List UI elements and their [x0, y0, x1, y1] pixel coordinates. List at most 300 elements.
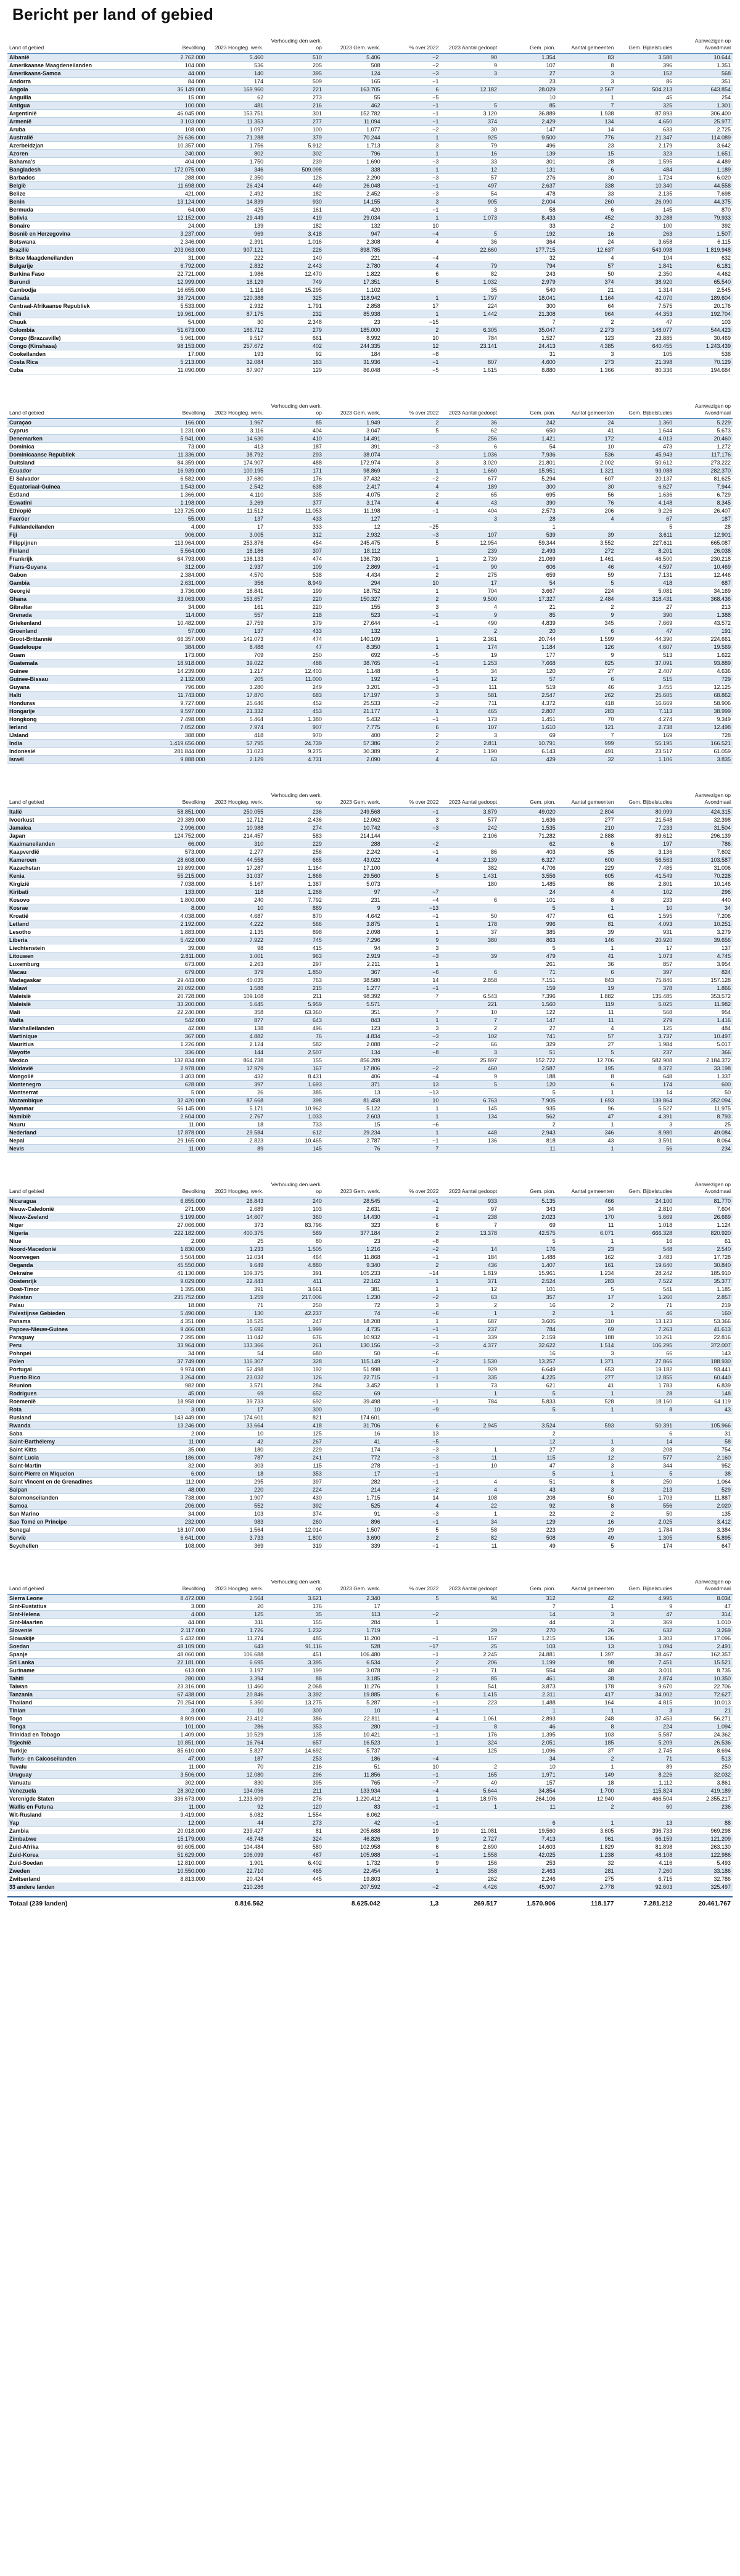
table-cell: 1.073: [615, 952, 674, 960]
column-header: 2023 Hoogteg. werk.: [207, 792, 265, 808]
table-cell: 29.443.000: [149, 976, 207, 985]
table-row: [7, 848, 733, 856]
column-header: 2023 Aantal gedoopt: [440, 38, 499, 54]
table-cell: 491: [557, 748, 616, 756]
table-cell: 454: [265, 539, 324, 547]
table-cell: 2.491: [674, 1643, 733, 1651]
table-cell: 277: [557, 1374, 616, 1382]
table-cell: 22.706: [674, 1683, 733, 1691]
table-cell: 10.357.000: [149, 142, 207, 150]
table-cell: 50: [674, 1089, 733, 1097]
table-cell: 20: [207, 1603, 265, 1611]
table-cell: 1.226.000: [149, 1041, 207, 1049]
table-cell: 1.488: [499, 1253, 557, 1261]
table-row: [7, 286, 733, 294]
country-name: Ghana: [7, 595, 149, 603]
table-cell: 23.517: [615, 748, 674, 756]
country-name: Nieuw-Zeeland: [7, 1213, 149, 1221]
table-cell: 4.000: [149, 1611, 207, 1619]
table-cell: 2.000: [149, 1237, 207, 1245]
table-cell: 4: [557, 254, 616, 262]
table-cell: 11.094: [324, 118, 382, 126]
table-cell: 214.457: [207, 832, 265, 840]
table-cell: 58: [440, 1526, 499, 1534]
table-cell: 3.403.000: [149, 1073, 207, 1081]
table-cell: 64.000: [149, 206, 207, 214]
table-row: [7, 587, 733, 595]
table-cell: 7.395.000: [149, 1334, 207, 1342]
table-cell: 5.135: [499, 1197, 557, 1205]
table-cell: 189.604: [674, 294, 733, 302]
table-cell: 69: [324, 1390, 382, 1398]
table-cell: 34: [499, 1755, 557, 1763]
table-cell: 680: [265, 1350, 324, 1358]
table-row: [7, 62, 733, 70]
table-cell: 28: [499, 515, 557, 523]
table-cell: 2: [382, 1659, 441, 1667]
table-cell: 12: [499, 1438, 557, 1446]
table-cell: 1.530: [440, 1358, 499, 1366]
table-cell: 5.959: [265, 1001, 324, 1009]
table-cell: 338: [324, 166, 382, 174]
table-cell: 10.497: [674, 1033, 733, 1041]
table-cell: 223: [440, 1699, 499, 1707]
table-cell: 2.823: [207, 1137, 265, 1145]
table-cell: 296.139: [674, 832, 733, 840]
table-cell: 704: [440, 587, 499, 595]
table-cell: 336.000: [149, 1049, 207, 1057]
table-cell: 10: [557, 443, 616, 451]
table-cell: 461: [499, 1675, 557, 1683]
country-name: Saipan: [7, 1486, 149, 1494]
table-cell: 161: [207, 603, 265, 611]
table-cell: 5.073: [324, 880, 382, 888]
table-cell: 351: [674, 78, 733, 86]
table-cell: 42: [207, 1438, 265, 1446]
table-cell: 1: [557, 1438, 616, 1446]
table-cell: 54.000: [149, 318, 207, 326]
table-cell: 6.071: [557, 1229, 616, 1237]
table-cell: 7.233: [615, 824, 674, 832]
table-cell: 92: [207, 1803, 265, 1811]
table-cell: 210.286: [207, 1883, 265, 1891]
table-cell: 1.791: [265, 302, 324, 310]
table-cell: 2.937: [207, 563, 265, 571]
table-cell: 2.020: [674, 1502, 733, 1510]
table-cell: 32.420.000: [149, 1097, 207, 1105]
table-cell: 222: [207, 254, 265, 262]
table-cell: 8.433: [499, 214, 557, 222]
table-cell: 28.843: [207, 1197, 265, 1205]
column-header: Aanwezigen op Avondmaal: [674, 1579, 733, 1595]
table-cell: 46.045.000: [149, 110, 207, 118]
table-cell: 5.961.000: [149, 334, 207, 342]
table-cell: −1: [382, 1771, 441, 1779]
table-cell: −1: [382, 1803, 441, 1811]
table-cell: 29.560: [324, 872, 382, 880]
table-cell: 185: [557, 1739, 616, 1747]
table-row: [7, 627, 733, 635]
table-cell: 14.430: [324, 1213, 382, 1221]
table-cell: 18.160: [615, 1398, 674, 1406]
table-cell: 676: [265, 1334, 324, 1342]
table-row: [7, 1883, 733, 1891]
table-cell: 260: [265, 1518, 324, 1526]
table-cell: 192: [324, 675, 382, 683]
table-cell: 14.603: [499, 1843, 557, 1851]
table-cell: 174.601: [207, 1414, 265, 1422]
country-name: Guam: [7, 651, 149, 659]
country-name: Armenië: [7, 118, 149, 126]
table-cell: 8.694: [674, 1747, 733, 1755]
table-cell: 216: [265, 102, 324, 110]
table-cell: 22.660: [440, 246, 499, 254]
table-cell: [440, 1414, 499, 1422]
table-cell: 301: [265, 110, 324, 118]
table-cell: 2: [440, 1763, 499, 1771]
country-name: Slovenië: [7, 1627, 149, 1635]
table-row: [7, 1334, 733, 1342]
table-cell: 10: [382, 1097, 441, 1105]
table-cell: 418: [265, 1422, 324, 1430]
table-cell: 417: [557, 1691, 616, 1699]
table-cell: 165: [440, 1771, 499, 1779]
table-cell: 11.081: [440, 1827, 499, 1835]
table-cell: 9: [557, 611, 616, 619]
table-cell: 22.162: [324, 1278, 382, 1286]
table-cell: 275: [557, 1875, 616, 1883]
table-cell: 26.424: [207, 182, 265, 190]
table-row: [7, 246, 733, 254]
table-cell: 4.735: [324, 1326, 382, 1334]
table-cell: 1.588: [207, 985, 265, 993]
table-cell: 929: [440, 1366, 499, 1374]
country-name: Zuid-Korea: [7, 1851, 149, 1859]
table-cell: 6.534: [324, 1659, 382, 1667]
table-cell: 45.000: [149, 1390, 207, 1398]
table-cell: 25: [440, 1643, 499, 1651]
table-cell: 21.801: [499, 459, 557, 467]
table-cell: 1.094: [674, 1723, 733, 1731]
table-cell: 925: [440, 134, 499, 142]
table-row: [7, 427, 733, 435]
table-cell: 67: [615, 515, 674, 523]
table-cell: 3: [557, 1446, 616, 1454]
table-cell: 89: [615, 1763, 674, 1771]
table-cell: 328: [265, 1358, 324, 1366]
table-row: [7, 555, 733, 563]
table-cell: 172.075.000: [149, 166, 207, 174]
table-cell: 178: [440, 920, 499, 928]
table-cell: 215: [265, 985, 324, 993]
table-cell: 162: [557, 1253, 616, 1261]
table-cell: 19: [557, 985, 616, 993]
table-cell: 2.919: [324, 952, 382, 960]
table-cell: 230.218: [674, 555, 733, 563]
table-cell: 397: [207, 1081, 265, 1089]
table-cell: 907.121: [207, 246, 265, 254]
table-row: [7, 278, 733, 286]
table-cell: 42: [324, 1819, 382, 1827]
table-cell: 4.995: [615, 1595, 674, 1603]
table-cell: 7: [440, 1221, 499, 1229]
table-row: [7, 1089, 733, 1097]
table-cell: 6: [499, 1819, 557, 1827]
table-cell: 281: [557, 1867, 616, 1875]
table-cell: 236: [674, 1803, 733, 1811]
table-cell: 31: [499, 350, 557, 358]
country-name: Bosnië en Herzegovina: [7, 230, 149, 238]
table-cell: 47: [615, 318, 674, 326]
table-cell: 11.200: [324, 1635, 382, 1643]
column-header: 2023 Hoogteg. werk.: [207, 403, 265, 419]
table-cell: 8.345: [674, 499, 733, 507]
table-cell: 1.321: [557, 467, 616, 475]
table-cell: 206.000: [149, 1502, 207, 1510]
table-cell: 42: [557, 1595, 616, 1603]
country-name: Hongarije: [7, 708, 149, 716]
table-row: [7, 1229, 733, 1237]
table-cell: 150.327: [324, 595, 382, 603]
table-row: [7, 366, 733, 374]
table-cell: 24.362: [674, 1731, 733, 1739]
table-cell: 155: [324, 603, 382, 611]
table-cell: 1.301: [674, 102, 733, 110]
table-cell: 14: [499, 1611, 557, 1619]
table-cell: 335: [440, 1374, 499, 1382]
table-cell: 14: [557, 126, 616, 134]
table-cell: 199: [265, 1667, 324, 1675]
table-cell: [382, 1414, 441, 1422]
table-cell: 152: [615, 70, 674, 78]
column-header: Land of gebied: [7, 403, 149, 419]
table-cell: 126: [557, 643, 616, 651]
table-cell: [674, 1414, 733, 1422]
table-cell: 302.000: [149, 1779, 207, 1787]
table-cell: 1.395.000: [149, 1286, 207, 1294]
table-cell: −1: [382, 563, 441, 571]
table-cell: 102: [440, 1033, 499, 1041]
table-cell: 540: [499, 286, 557, 294]
table-cell: 657: [265, 1739, 324, 1747]
table-cell: 261: [499, 960, 557, 968]
table-cell: 796: [324, 150, 382, 158]
table-row: [7, 134, 733, 142]
table-cell: 6.715: [615, 1875, 674, 1883]
table-cell: 2.739: [440, 555, 499, 563]
table-cell: 1.366: [557, 366, 616, 374]
table-cell: 51: [499, 1049, 557, 1057]
table-cell: 2.311: [499, 1691, 557, 1699]
table-cell: 1.112: [615, 1779, 674, 1787]
table-cell: 3.736.000: [149, 587, 207, 595]
table-cell: 4.650: [615, 118, 674, 126]
table-cell: 257.672: [207, 342, 265, 350]
table-cell: 47: [615, 1611, 674, 1619]
table-cell: 4: [382, 1715, 441, 1723]
table-cell: 8: [440, 1723, 499, 1731]
table-row: [7, 659, 733, 667]
table-cell: 509.098: [265, 166, 324, 174]
table-cell: 3.571: [207, 1382, 265, 1390]
table-cell: 155: [265, 1619, 324, 1627]
table-cell: 31.504: [674, 824, 733, 832]
table-cell: 600: [557, 856, 616, 864]
table-row: [7, 1137, 733, 1145]
table-row: [7, 936, 733, 944]
table-cell: 13.257: [499, 1358, 557, 1366]
table-cell: 1.106: [615, 756, 674, 764]
table-cell: 2: [382, 491, 441, 499]
column-header: Bevolking: [149, 1579, 207, 1595]
table-cell: 3: [615, 1121, 674, 1129]
table-cell: 9: [382, 1835, 441, 1843]
table-cell: 5: [557, 579, 616, 587]
column-header: Gem. Bijbelstudies: [615, 1181, 674, 1197]
table-cell: 12.712: [207, 816, 265, 824]
table-cell: 56.145.000: [149, 1105, 207, 1113]
table-cell: 3.005: [207, 531, 265, 539]
table-cell: 8.949: [265, 579, 324, 587]
country-name: Equatoriaal-Guinea: [7, 483, 149, 491]
table-cell: 7.668: [499, 659, 557, 667]
table-cell: 27: [499, 1446, 557, 1454]
table-row: [7, 515, 733, 523]
table-cell: 4.607: [615, 643, 674, 651]
table-row: [7, 643, 733, 651]
table-cell: −13: [382, 904, 441, 912]
table-cell: 1.485: [499, 880, 557, 888]
table-cell: 906.000: [149, 531, 207, 539]
table-cell: 11.042: [207, 1334, 265, 1342]
table-cell: 307: [265, 547, 324, 555]
table-row: [7, 1310, 733, 1318]
table-cell: 485: [265, 1635, 324, 1643]
table-cell: 870: [674, 206, 733, 214]
table-cell: 208: [615, 1446, 674, 1454]
table-cell: 44.390: [615, 635, 674, 643]
table-cell: [382, 864, 441, 872]
table-cell: 105: [615, 350, 674, 358]
table-cell: 385: [499, 928, 557, 936]
table-row: [7, 1779, 733, 1787]
table-cell: 2.778: [557, 1883, 616, 1891]
table-cell: 32.032: [674, 1771, 733, 1779]
table-cell: 488: [265, 459, 324, 467]
table-row: [7, 824, 733, 832]
table-cell: 27.866: [615, 1358, 674, 1366]
country-name: Azoren: [7, 150, 149, 158]
table-row: [7, 732, 733, 740]
table-cell: 13.123: [615, 1318, 674, 1326]
table-cell: 898.785: [324, 246, 382, 254]
table-cell: 519: [499, 683, 557, 691]
table-cell: 3: [382, 142, 441, 150]
table-cell: 538: [674, 350, 733, 358]
column-header: % over 2022: [382, 792, 441, 808]
table-cell: 19: [382, 1827, 441, 1835]
table-cell: 301: [499, 158, 557, 166]
table-row: [7, 1478, 733, 1486]
table-cell: 70: [557, 716, 616, 724]
table-cell: 163: [265, 358, 324, 366]
table-cell: 4.489: [674, 158, 733, 166]
table-cell: 152.722: [499, 1057, 557, 1065]
table-cell: 11.198: [324, 507, 382, 515]
table-cell: 28.608.000: [149, 856, 207, 864]
table-cell: 50: [324, 1350, 382, 1358]
table-cell: 3: [557, 1350, 616, 1358]
table-cell: 3.103.000: [149, 118, 207, 126]
country-name: Costa Rica: [7, 358, 149, 366]
table-cell: 692: [324, 651, 382, 659]
table-cell: −17: [382, 1643, 441, 1651]
table-cell: 3: [557, 70, 616, 78]
table-row: [7, 1017, 733, 1025]
country-name: Benin: [7, 198, 149, 206]
table-cell: 2.945: [440, 1422, 499, 1430]
table-row: [7, 1145, 733, 1153]
table-row: [7, 1875, 733, 1883]
table-row: [7, 675, 733, 683]
table-cell: 262: [440, 1875, 499, 1883]
table-cell: 241: [265, 1454, 324, 1462]
table-cell: 49: [499, 1542, 557, 1550]
country-name: Jamaica: [7, 824, 149, 832]
table-cell: 178: [557, 1683, 616, 1691]
table-cell: 4.426: [440, 1883, 499, 1891]
table-cell: 1: [440, 1803, 499, 1811]
table-row: [7, 1494, 733, 1502]
country-name: Kiribati: [7, 888, 149, 896]
table-cell: 1.097: [207, 126, 265, 134]
table-cell: 11.274: [207, 1635, 265, 1643]
table-cell: 81: [265, 1827, 324, 1835]
table-cell: 1.431: [440, 872, 499, 880]
table-cell: 464: [265, 1253, 324, 1261]
table-cell: 1.442: [440, 310, 499, 318]
table-cell: 413: [207, 443, 265, 451]
table-cell: 1.234: [557, 1269, 616, 1278]
table-cell: 396.733: [615, 1827, 674, 1835]
table-row: [7, 1843, 733, 1851]
table-cell: 107: [499, 62, 557, 70]
table-cell: 5.504.000: [149, 1253, 207, 1261]
table-cell: −1: [382, 1470, 441, 1478]
table-cell: 3.303: [615, 1635, 674, 1643]
table-row: [7, 1683, 733, 1691]
table-row: [7, 740, 733, 748]
table-cell: 2.443: [265, 262, 324, 270]
table-cell: 48.109.000: [149, 1643, 207, 1651]
table-cell: 1.253: [440, 659, 499, 667]
table-row: [7, 1763, 733, 1771]
table-cell: 15.000: [149, 94, 207, 102]
table-cell: 3: [382, 603, 441, 611]
table-cell: 85: [440, 1675, 499, 1683]
table-cell: 17: [207, 523, 265, 531]
table-cell: 6: [440, 896, 499, 904]
table-cell: 358: [207, 1009, 265, 1017]
table-cell: 169.960: [207, 86, 265, 94]
table-row: [7, 896, 733, 904]
table-row: [7, 1470, 733, 1478]
table-cell: 1.967: [207, 419, 265, 427]
table-cell: 1: [557, 1145, 616, 1153]
table-cell: 7.575: [615, 302, 674, 310]
table-cell: 106.295: [615, 1342, 674, 1350]
table-cell: 108: [440, 1494, 499, 1502]
